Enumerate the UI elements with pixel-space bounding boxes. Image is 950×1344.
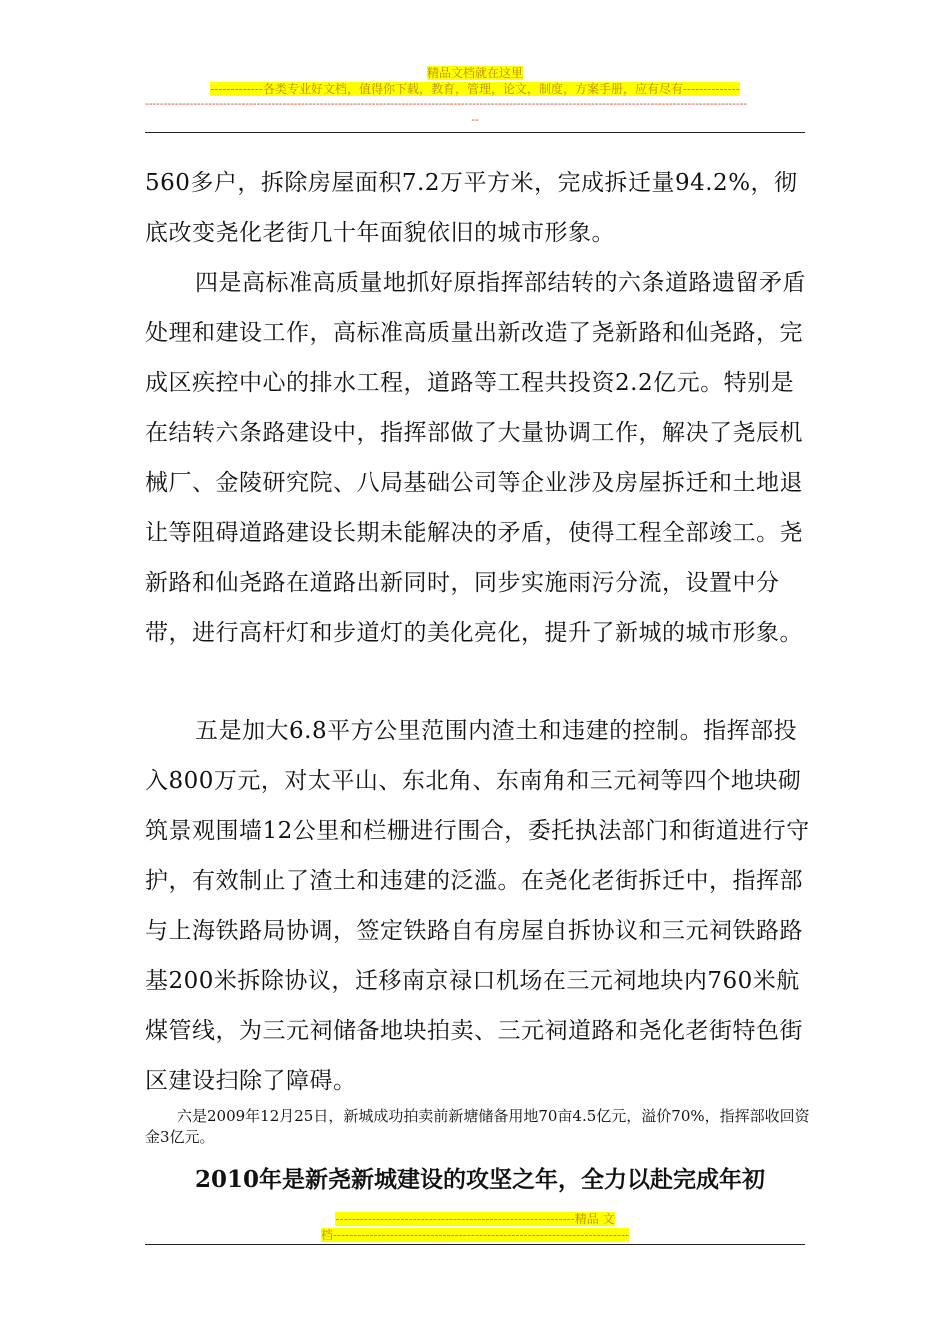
paragraph-5: 2010年是新尧新城建设的攻坚之年，全力以赴完成年初 (195, 1166, 766, 1193)
paragraph-1: 560多户，拆除房屋面积7.2万平方米，完成拆迁量94.2%，彻底改变尧化老街几十年面貌依旧的城市形象。 (145, 170, 798, 246)
paragraph-2: 四是高标准高质量地抓好原指挥部结转的六条道路遗留矛盾处理和建设工作，高标准高质量出新改造了尧新路和仙尧路，完成区疾控中心的排水工程，道路等工程共投资2.2亿元。特别是在结转六条路建设中，指挥部做了大量协调工作，解决了尧辰机械厂、金陵研究院、八局基础公司等企业涉及房屋拆迁和土地退让等阻碍道路建设长期未能解决的矛盾，使得工程全部竣工。尧新路和仙尧路在道路出新同时，同步实施雨污分流，设置中分带，进行高杆灯和步道灯的美化亮化，提升了新城的城市形象。 (145, 270, 806, 646)
footer-rule (145, 1244, 805, 1245)
header-rule (145, 132, 805, 133)
header-dash-line: ------------------------------------------------------------------------------------------------------------------------------------------------------------------ (145, 98, 748, 110)
paragraph-4: 六是2009年12月25日，新城成功拍卖前新塘储备用地70亩4.5亿元，溢价70%，指挥部收回资金3亿元。 (145, 1107, 810, 1146)
header-dash-tail: -- (471, 113, 479, 126)
paragraph-3: 五是加大6.8平方公里范围内渣土和违建的控制。指挥部投入800万元，对太平山、东北角、东南角和三元祠等四个地块砌筑景观围墙12公里和栏栅进行围合，委托执法部门和街道进行守护，有效制止了渣土和违建的泛滥。在尧化老街拆迁中，指挥部与上海铁路局协调，签定铁路自有房屋自拆协议和三元祠铁路路基200米拆除协议，迁移南京禄口机场在三元祠地块内760米航煤管线，为三元祠储备地块拍卖、三元祠道路和尧化老街特色街区建设扫除了障碍。 (145, 718, 810, 1094)
header-subtitle: -------------各类专业好文档，值得你下载，教育，管理，论文，制度，方案手册，应有尽有-------------- (210, 82, 740, 96)
header-title: 精品文档就在这里 (426, 66, 523, 80)
footer-line-1: -----------------------------------------------------------精品 文 (335, 1212, 615, 1226)
footer-line-2: 档------------------------------------------------------------------------- (321, 1228, 629, 1242)
